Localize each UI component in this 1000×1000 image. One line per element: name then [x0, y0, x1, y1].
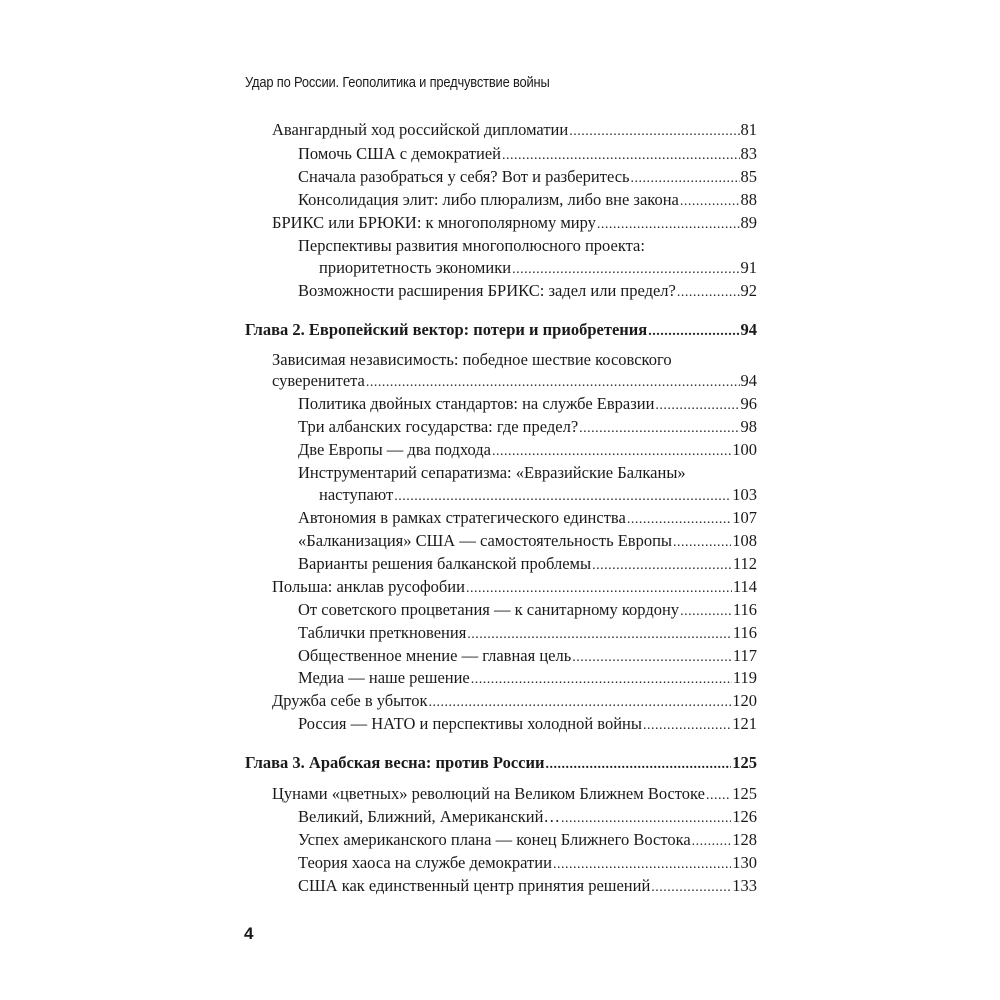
toc-entry-title: Цунами «цветных» революций на Великом Ближнем Востоке — [272, 784, 705, 803]
toc-entry-page: 116 — [732, 623, 757, 642]
toc-leader — [627, 513, 731, 527]
toc-entry-page: 91 — [740, 258, 757, 277]
toc-entry — [298, 238, 645, 255]
toc-entry-page: 116 — [732, 600, 757, 619]
toc-entry-title: БРИКС или БРЮКИ: к многополярному миру — [272, 213, 596, 232]
toc-entry — [298, 716, 757, 733]
toc-entry-title: От советского процветания — к санитарному кордону — [298, 600, 680, 619]
toc-leader — [394, 490, 731, 504]
toc-leader — [366, 376, 740, 390]
toc-leader — [680, 605, 732, 619]
toc-entry-title: Две Европы — два подхода — [298, 440, 491, 459]
toc-leader — [512, 263, 739, 277]
page-number: 4 — [244, 924, 254, 943]
toc-entry-page: 120 — [732, 691, 757, 710]
toc-leader — [561, 812, 731, 826]
toc-leader — [466, 582, 732, 596]
toc-entry — [298, 602, 757, 619]
toc-entry — [298, 855, 757, 872]
toc-leader — [706, 789, 731, 803]
toc-entry-page: 107 — [732, 508, 757, 527]
toc-entry — [272, 215, 757, 232]
toc-leader — [648, 325, 739, 339]
toc-entry-page: 121 — [732, 714, 757, 733]
toc-leader — [677, 286, 740, 300]
toc-entry — [272, 786, 757, 803]
toc-entry-page: 81 — [740, 120, 757, 139]
toc-entry-page: 96 — [740, 394, 757, 413]
toc-entry-title: Сначала разобраться у себя? Вот и разберитесь — [298, 167, 630, 186]
toc-entry-title: Глава 2. Европейский вектор: потери и приобретения — [245, 320, 648, 339]
toc-entry-page: 88 — [740, 190, 757, 209]
toc-leader — [545, 758, 731, 772]
toc-entry — [272, 122, 757, 139]
toc-leader — [492, 445, 731, 459]
toc-leader — [680, 195, 740, 209]
toc-entry-title: Варианты решения балканской проблемы — [298, 554, 592, 573]
toc-entry-page: 119 — [732, 668, 757, 687]
toc-entry-title: Автономия в рамках стратегического единства — [298, 508, 626, 527]
chapter-heading — [245, 322, 757, 339]
toc-entry-title: Консолидация элит: либо плюрализм, либо вне закона — [298, 190, 679, 209]
toc-leader — [569, 125, 739, 139]
toc-leader — [502, 149, 740, 163]
toc-leader — [579, 422, 739, 436]
toc-entry — [298, 283, 757, 300]
toc-entry-page: 92 — [740, 281, 757, 300]
toc-entry-title: наступают — [319, 485, 394, 504]
toc-entry — [298, 146, 757, 163]
toc-leader — [655, 399, 739, 413]
toc-entry-page: 83 — [740, 144, 757, 163]
toc-entry — [272, 373, 757, 390]
toc-entry-page: 133 — [732, 876, 757, 895]
toc-entry — [298, 625, 757, 642]
toc-entry-title: Общественное мнение — главная цель — [298, 646, 572, 665]
toc-entry-page: 112 — [732, 554, 757, 573]
toc-entry-page: 126 — [732, 807, 757, 826]
toc-entry — [272, 579, 757, 596]
toc-leader — [651, 881, 731, 895]
toc-leader — [429, 696, 732, 710]
toc-entry — [272, 693, 757, 710]
toc-entry — [298, 465, 686, 482]
toc-leader — [631, 172, 740, 186]
toc-leader — [471, 673, 732, 687]
toc-entry-title: Зависимая независимость: победное шествие косовского — [272, 350, 672, 369]
toc-entry — [319, 487, 757, 504]
toc-entry-page: 98 — [740, 417, 757, 436]
toc-leader — [467, 628, 732, 642]
toc-entry — [298, 648, 757, 665]
toc-entry-page: 94 — [740, 320, 757, 339]
toc-entry — [298, 510, 757, 527]
toc-entry-title: «Балканизация» США — самостоятельность Европы — [298, 531, 673, 550]
toc-entry — [298, 556, 757, 573]
toc-entry-title: Великий, Ближний, Американский… — [298, 807, 560, 826]
toc-entry-page: 128 — [732, 830, 757, 849]
toc-entry — [298, 533, 757, 550]
toc-entry-page: 103 — [732, 485, 757, 504]
toc-entry-page: 130 — [732, 853, 757, 872]
toc-entry — [298, 809, 757, 826]
toc-entry-page: 125 — [732, 784, 757, 803]
toc-entry-title: Возможности расширения БРИКС: задел или предел? — [298, 281, 676, 300]
toc-entry-title: Дружба себе в убыток — [272, 691, 428, 710]
toc-entry — [298, 192, 757, 209]
toc-entry-page: 114 — [732, 577, 757, 596]
toc-entry — [298, 169, 757, 186]
toc-entry — [298, 419, 757, 436]
toc-entry-title: Успех американского плана — конец Ближнего Востока — [298, 830, 691, 849]
toc-leader — [592, 559, 732, 573]
toc-entry-title: Глава 3. Арабская весна: против России — [245, 753, 545, 772]
toc-entry-page: 125 — [732, 753, 757, 772]
toc-entry-page: 100 — [732, 440, 757, 459]
toc-entry-title: Политика двойных стандартов: на службе Евразии — [298, 394, 655, 413]
toc-entry — [298, 878, 757, 895]
toc-entry-page: 89 — [740, 213, 757, 232]
toc-entry — [298, 832, 757, 849]
toc-entry-page: 94 — [740, 371, 757, 390]
chapter-heading — [245, 755, 757, 772]
toc-leader — [572, 651, 732, 665]
toc-leader — [597, 218, 740, 232]
toc-entry-title: Польша: анклав русофобии — [272, 577, 465, 596]
toc-leader — [643, 719, 731, 733]
toc-entry-title: Инструментарий сепаратизма: «Евразийские Балканы» — [298, 463, 686, 482]
toc-entry — [298, 670, 757, 687]
toc-entry-title: Помочь США с демократией — [298, 144, 501, 163]
toc-entry-title: Медиа — наше решение — [298, 668, 470, 687]
toc-entry-page: 85 — [740, 167, 757, 186]
toc-entry-page: 117 — [732, 646, 757, 665]
table-of-contents — [245, 0, 757, 1000]
toc-entry-page: 108 — [732, 531, 757, 550]
toc-entry — [298, 396, 757, 413]
toc-entry-title: Три албанских государства: где предел? — [298, 417, 579, 436]
toc-entry — [319, 260, 757, 277]
toc-leader — [553, 858, 731, 872]
toc-entry-title: Россия — НАТО и перспективы холодной войны — [298, 714, 642, 733]
toc-entry-title: Перспективы развития многополюсного проекта: — [298, 236, 645, 255]
toc-entry-title: Авангардный ход российской дипломатии — [272, 120, 569, 139]
toc-leader — [673, 536, 731, 550]
toc-entry-title: Теория хаоса на службе демократии — [298, 853, 552, 872]
toc-leader — [692, 835, 732, 849]
toc-entry-title: Таблички преткновения — [298, 623, 467, 642]
toc-entry-title: суверенитета — [272, 371, 365, 390]
toc-entry — [298, 442, 757, 459]
toc-entry-title: США как единственный центр принятия решений — [298, 876, 651, 895]
running-head: Удар по России. Геополитика и предчувствие войны — [245, 74, 550, 91]
toc-entry — [272, 352, 672, 369]
toc-entry-title: приоритетность экономики — [319, 258, 512, 277]
